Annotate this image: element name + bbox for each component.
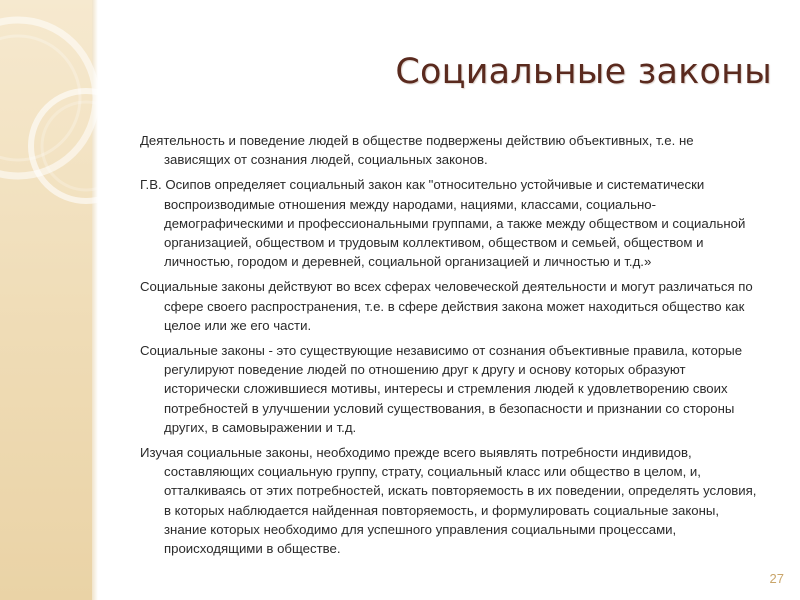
- paragraph-1: Деятельность и поведение людей в обществе подвержены действию объективных, т.е. не зависящих от сознания людей, социальных законов.: [140, 133, 694, 168]
- page-number: 27: [769, 571, 784, 586]
- paragraph-5: Изучая социальные законы, необходимо прежде всего выявлять потребности индивидов, составляющих социальную группу, страту, социальный класс или общество в целом, и, отталкиваясь от этих потребностей, искать повторяемость в их поведении, определять условия, в которых наблюдается найденная повторяемость, и формулировать социальные законы, знание которых необходимо для успешного управления социальными процессами, происходящими в обществе.: [140, 445, 757, 557]
- paragraph-3: Социальные законы действуют во всех сферах человеческой деятельности и могут различаться по сфере своего распространения, т.е. в сфере действия закона может находиться общество как целое или же его части.: [140, 279, 753, 333]
- paragraph-2: Г.В. Осипов определяет социальный закон как "относительно устойчивые и систематически воспроизводимые отношения между народами, нациями, классами, социально-демографическими и профессиональными группами, а также между обществом и социальной организацией, обществом и трудовым коллективом, обществом и семьей, обществом и личностью, городом и деревней, социальной организацией и личностью и т.д.»: [140, 177, 746, 270]
- paragraph-4: Социальные законы - это существующие независимо от сознания объективные правила, которые регулируют поведение людей по отношению друг к другу и основу которых образуют исторически сложившиеся мотивы, интересы и стремления людей к удовлетворению своих потребностей в улучшении условий существования, в безопасности и признании со стороны других, в самовыражении и т.д.: [140, 343, 743, 435]
- slide-title: Социальные законы: [395, 52, 772, 92]
- slide-body: [140, 131, 760, 564]
